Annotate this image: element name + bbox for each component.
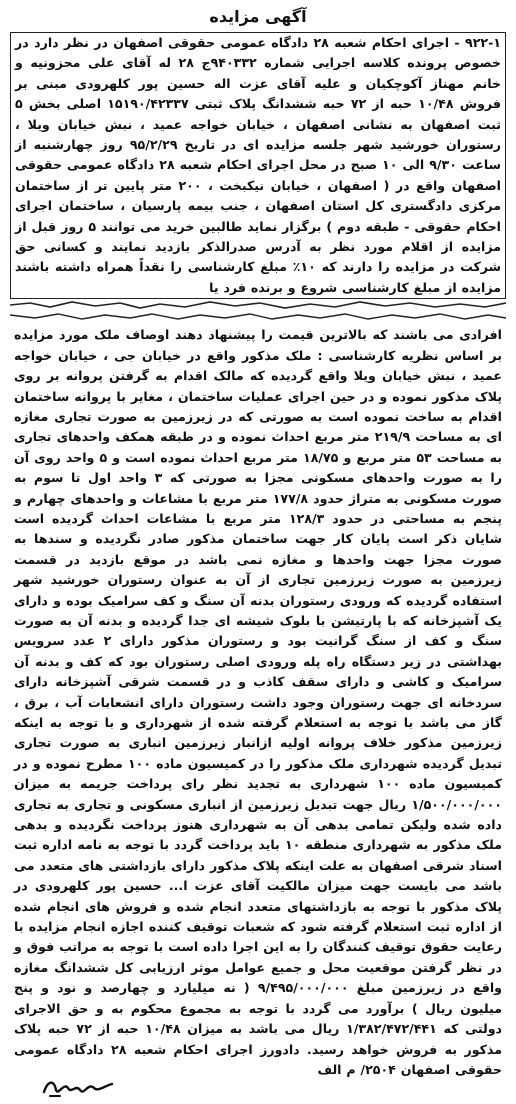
torn-divider bbox=[10, 299, 506, 323]
handwritten-signature bbox=[38, 1072, 118, 1100]
torn-edge-graphic bbox=[10, 299, 506, 323]
notice-top-paragraph: ۹۲۲-۱ - اجرای احکام شعبه ۲۸ دادگاه عمومی حقوقی اصفهان در نظر دارد در خصوص پرونده کلاسه اجرایی شماره ۹۴۰۳۳۲ج ۲۸ له آقای علی محزونیه و خانم مهناز آکوچکیان و علیه آقای عزت اله حسین پور کلهرودی مبنی بر فروش ۱۰/۴۸ حبه از ۷۲ حبه ششدانگ پلاک ثبتی ۱۵۱۹۰/۴۲۳۳۷ اصلی بخش ۵ ثبت اصفهان به نشانی اصفهان ، خیابان خواجه عمید ، نبش خیابان ویلا ، رستوران خورشید شهر جلسه مزایده ای در تاریخ ۹۵/۲/۲۹ روز چهارشنبه از ساعت ۹/۳۰ الی ۱۰ صبح در محل اجرای احکام شعبه ۲۸ دادگاه عمومی حقوقی اصفهان واقع در ( اصفهان ، خیابان نیکبخت ، ۲۰۰ متر پایین تر از ساختمان مرکزی دادگستری کل استان اصفهان ، جنب بیمه پارسیان ، ساختمان اجرای احکام حقوقی - طبقه دوم ) برگزار نماید طالبین خرید می توانند ۵ روز قبل از مزایده از اقلام مورد نظر به آدرس صدرالذکر بازدید نمایند و کسانی حق شرکت در مزایده را دارند که ۱۰٪ مبلغ کارشناسی را نقداً همراه داشته باشند مزایده از مبلغ کارشناسی شروع و برنده فرد یا bbox=[15, 35, 502, 295]
notice-main-paragraph: افرادی می باشند که بالاترین قیمت را پیشنهاد دهند اوصاف ملک مورد مزایده بر اساس نظریه کارشناسی : ملک مذکور واقع در خیابان جی ، خیابان خواجه عمید ، نبش خیابان ویلا واقع گردیده که مالک اقدام به گرفتن پروانه بر روی پلاک مذکور نموده و در حین اجرای عملیات ساختمان ، مغایر با پروانه ساختمان اقدام به ساخت نموده است به صورتی که در زیرزمین به صورت تجاری مغازه ای به مساحت ۲۱۹/۹ متر مربع احداث نموده و در طبقه همکف واحدهای تجاری به مساحت ۵۳ متر مربع و ۱۸/۷۵ متر مربع احداث نموده است و ۵ واحد روی آن را به صورت واحدهای مسکونی مجزا به صورتی که ۳ واحد اول تا سوم به صورت مسکونی به متراژ حدود ۱۷۷/۸ متر مربع با مشاعات و واحدهای چهارم و پنجم به مساحتی در حدود ۱۲۸/۳ متر مربع با مشاعات احداث گردیده است شایان ذکر است پایان کار جهت ساختمان مذکور صادر نگردیده و سندها به صورت مجزا جهت واحدها و مغازه نمی باشد در موقع بازدید در قسمت زیرزمین به صورت زیرزمین تجاری از آن به عنوان رستوران خورشید شهر استفاده گردیده که ورودی رستوران بدنه آن سنگ و کف سرامیک بوده و دارای یک آشپزخانه که با پارتیشن با بلوک شیشه ای جدا گردیده و بدنه آن به صورت سنگ و کف از سنگ گرانیت بود و رستوران مذکور دارای ۲ عدد سرویس بهداشتی در زیر دستگاه راه پله ورودی اصلی رستوران بود که کف و بدنه آن سرامیک و کاشی و دارای سقف کاذب و در قسمت شرقی آشپزخانه دارای سردخانه ای جهت رستوران وجود داشت رستوران دارای انشعابات آب ، برق ، گاز می باشد با توجه به استعلام گرفته شده از شهرداری و با توجه به اینکه زیرزمین مذکور خلاف پروانه اولیه ازانبار زیرزمین انباری به صورت تجاری تبدیل گردیده شهرداری ملک مذکور را در کمیسیون ماده ۱۰۰ مطرح نموده و در کمیسیون ماده ۱۰۰ شهرداری به تجدید نظر رای پرداخت جریمه به میزان ۱/۵۰۰/۰۰۰/۰۰۰ ریال جهت تبدیل زیرزمین از انباری مسکونی و تجاری به تجاری داده شده ولیکن تمامی بدهی آن به شهرداری هنوز پرداخت نگردیده و بدهی ملک مذکور به شهرداری منطقه ۱۰ باید پرداخت گردد با توجه به نامه اداره ثبت اسناد شرقی اصفهان به علت اینکه پلاک مذکور دارای بازداشتی های متعدد می باشد می بایست جهت میزان مالکیت آقای عزت ا... حسین پور کلهرودی در پلاک مذکور با توجه به بازداشتهای متعدد انجام شده و فروش های انجام شده از اداره ثبت استعلام گرفته شود که شعبات توقیف کننده اجازه انجام مزایده با رعایت حقوق توقیف کنندگان را به این اجرا داده است با توجه به مراتب فوق و در نظر گرفتن موقعیت محل و جمیع عوامل موثر ارزیابی کل ششدانگ مغازه واقع در زیرزمین مبلغ ۹/۴۹۵/۰۰۰/۰۰۰ ( نه میلیارد و چهارصد و نود و پنج میلیون ریال ) برآورد می گردد با توجه به مجموع محکوم به و حق الاجرای دولتی که ۱/۳۸۲/۴۷۲/۴۴۱ ریال می باشد به میزان ۱۰/۴۸ حبه از ۷۲ حبه پلاک مذکور به فروش خواهد رسید. دادورز اجرای احکام شعبه ۲۸ دادگاه عمومی حقوقی اصفهان ۲۵۰۴/ م الف bbox=[14, 327, 503, 1077]
notice-top-box bbox=[10, 32, 506, 299]
notice-main-section bbox=[10, 323, 506, 1080]
notice-title: آگهی مزایده bbox=[209, 7, 307, 26]
